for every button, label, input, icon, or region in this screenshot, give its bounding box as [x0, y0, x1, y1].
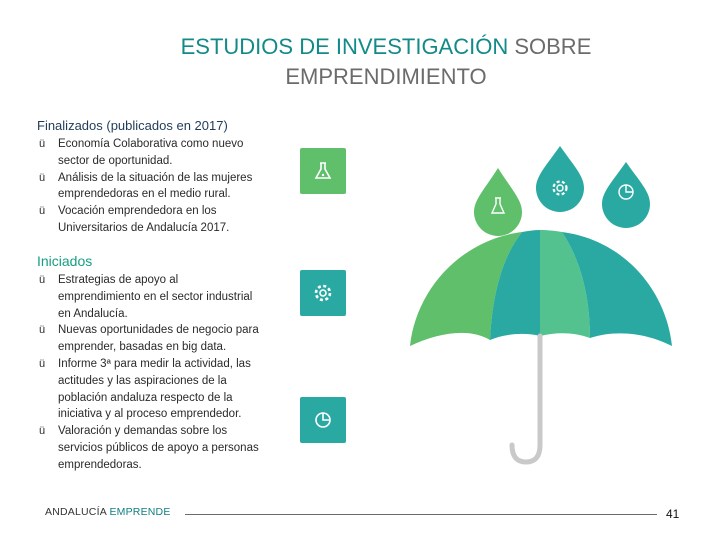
list-item-line: emprendimiento en el sector industrial	[58, 290, 253, 303]
list-item-line: Valoración y demandas sobre los	[58, 425, 228, 438]
footer-divider	[185, 514, 657, 515]
list-item-line: Economía Colaborativa como nuevo	[58, 138, 244, 150]
iniciados-heading: Iniciados	[37, 253, 93, 269]
slide-title	[0, 32, 720, 92]
finalizados-heading: Finalizados (publicados en 2017)	[37, 118, 228, 133]
footer-brand	[45, 506, 171, 518]
title-line2: EMPRENDIMIENTO	[285, 64, 487, 89]
list-item	[38, 423, 288, 473]
umbrella-canopy	[410, 230, 672, 346]
list-item	[38, 170, 288, 204]
list-item	[38, 356, 288, 423]
list-item-line: iniciativa y al proceso emprendedor.	[58, 408, 242, 421]
list-item-line: actitudes y las aspiraciones de la	[58, 374, 227, 387]
list-item-line: Estrategias de apoyo al	[58, 274, 179, 286]
check-icon: ü	[39, 324, 46, 337]
footer-brand-a: ANDALUCÍA	[45, 506, 110, 518]
check-icon: ü	[39, 171, 46, 184]
check-icon: ü	[39, 138, 46, 150]
chart-icon	[311, 408, 335, 432]
list-item-line: servicios públicos de apoyo a personas	[58, 441, 259, 454]
drop-chart-icon	[602, 162, 650, 228]
footer-brand-b: EMPRENDE	[109, 506, 171, 518]
umbrella-illustration	[400, 140, 700, 480]
list-item-line: Vocación emprendedora en los	[58, 205, 217, 218]
drop-flask-icon	[474, 168, 522, 236]
list-item	[38, 272, 288, 322]
check-icon: ü	[39, 274, 46, 286]
list-item-line: emprendedoras.	[58, 458, 142, 471]
list-item	[38, 203, 288, 237]
list-item-line: Universitarios de Andalucía 2017.	[58, 221, 230, 234]
check-icon: ü	[39, 357, 46, 370]
iniciados-list	[38, 272, 288, 474]
umbrella-handle	[512, 336, 540, 462]
list-item	[38, 322, 288, 356]
list-item-line: Nuevas oportunidades de negocio para	[58, 324, 259, 337]
check-icon: ü	[39, 425, 46, 438]
list-item-line: en Andalucía.	[58, 307, 128, 320]
list-item-line: población andaluza respecto de la	[58, 391, 233, 404]
list-item-line: Análisis de la situación de las mujeres	[58, 171, 253, 184]
list-item-line: sector de oportunidad.	[58, 154, 173, 167]
list-item-line: emprender, basadas en big data.	[58, 341, 227, 354]
check-icon: ü	[39, 205, 46, 218]
list-item-line: emprendedoras en el medio rural.	[58, 188, 231, 201]
finalizados-list	[38, 136, 288, 237]
title-rest: SOBRE	[508, 34, 592, 59]
title-accent: ESTUDIOS DE INVESTIGACIÓN	[180, 34, 509, 59]
flask-icon-box	[300, 148, 346, 194]
chart-icon-box	[300, 397, 346, 443]
list-item-line: Informe 3ª para medir la actividad, las	[58, 357, 251, 370]
gear-icon-box	[300, 270, 346, 316]
list-item	[38, 136, 288, 170]
page-number: 41	[666, 507, 680, 521]
gear-icon	[311, 281, 335, 305]
drop-gear-icon	[536, 146, 584, 212]
flask-icon	[311, 159, 335, 183]
